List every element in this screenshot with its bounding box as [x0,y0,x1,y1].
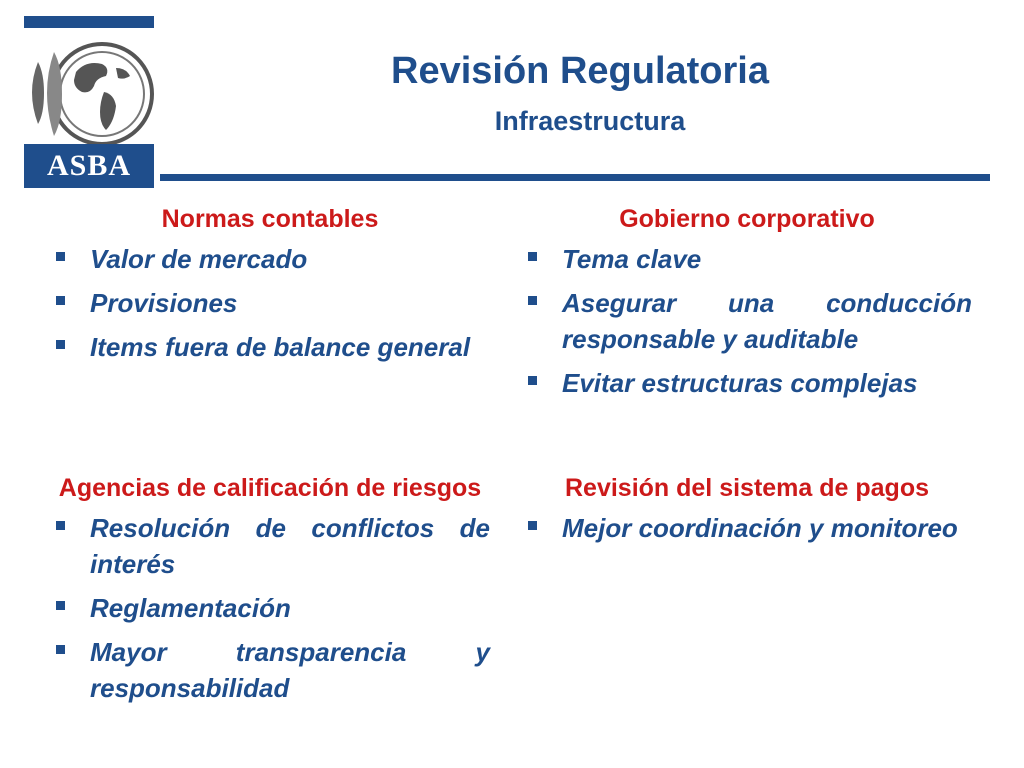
section-agencias-calificacion [50,472,490,714]
list-item [522,510,972,546]
section-heading: Gobierno corporativo [619,205,875,233]
logo-wordmark: ASBA [24,144,154,188]
page-subtitle: Infraestructura [494,106,686,136]
list-item-text: Evitar estructuras complejas [562,368,918,398]
bullet-list [522,241,972,401]
list-item-text: Tema clave [562,244,702,274]
square-bullet-icon [528,376,537,385]
section-heading: Normas contables [161,205,379,233]
list-item [50,510,490,582]
list-item-text: Asegurar una conducción responsable y auditable [562,288,972,354]
section-gobierno-corporativo [522,203,972,409]
square-bullet-icon [56,645,65,654]
bullet-list [50,241,490,365]
logo-top-bar [24,16,154,28]
bullet-list [522,510,972,546]
list-item [522,365,972,401]
header-divider [160,174,990,181]
square-bullet-icon [56,340,65,349]
list-item-text: Valor de mercado [90,244,308,274]
list-item [50,329,490,365]
list-item [50,241,490,277]
list-item-text: Resolución de conflictos de interés [90,513,490,579]
square-bullet-icon [528,521,537,530]
square-bullet-icon [56,252,65,261]
page-title: Revisión Regulatoria [391,50,769,92]
bullet-list [50,510,490,706]
section-heading: Revisión del sistema de pagos [564,474,929,502]
asba-logo [24,16,154,188]
list-item-text: Mejor coordinación y monitoreo [562,513,958,543]
square-bullet-icon [56,601,65,610]
list-item [522,241,972,277]
list-item [50,285,490,321]
list-item-text: Provisiones [90,288,238,318]
section-heading: Agencias de calificación de riesgos [58,474,482,502]
globe-emblem-icon [24,32,154,152]
section-sistema-pagos [522,472,972,554]
list-item [522,285,972,357]
list-item-text: Reglamentación [90,593,291,623]
list-item [50,590,490,626]
square-bullet-icon [56,521,65,530]
square-bullet-icon [528,296,537,305]
square-bullet-icon [528,252,537,261]
square-bullet-icon [56,296,65,305]
list-item-text: Mayor transparencia y responsabilidad [90,637,490,703]
section-normas-contables [50,203,490,373]
list-item [50,634,490,706]
list-item-text: Items fuera de balance general [90,332,471,362]
